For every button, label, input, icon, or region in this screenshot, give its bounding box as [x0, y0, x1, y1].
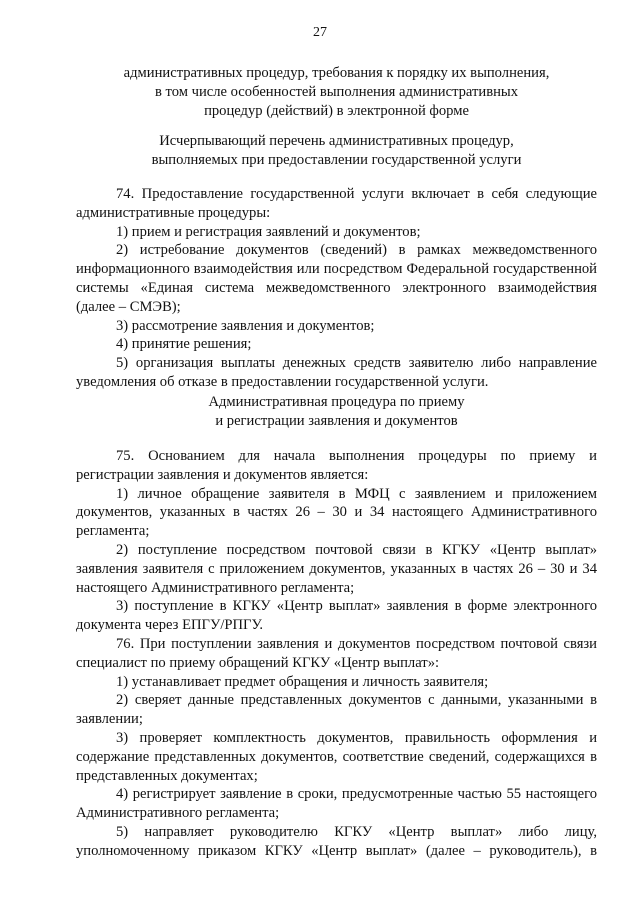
section-75-76 — [76, 447, 597, 861]
heading-line: Административная процедура по приему — [208, 394, 465, 410]
paragraph-74: 74. Предоставление государственной услуги включает в себя следующие административные процедуры: — [76, 186, 597, 221]
list-item: 2) истребование документов (сведений) в рамках межведомственного информационного взаимодействия или посредством Федеральной государственной системы «Единая система межведомственного электронного взаимодействия (далее – СМЭВ); — [76, 242, 597, 315]
list-item: 5) направляет руководителю КГКУ «Центр выплат» либо лицу, уполномоченному приказом КГКУ «Центр выплат» (далее – руководитель), в — [76, 823, 597, 859]
paragraph-75: 75. Основанием для начала выполнения процедуры по приему и регистрации заявления и документов является: — [76, 448, 597, 483]
heading-line: в том числе особенностей выполнения административных — [154, 83, 519, 100]
list-item: 3) рассмотрение заявления и документов; — [116, 317, 375, 334]
list-item: 3) поступление в КГКУ «Центр выплат» заявления в форме электронного документа через ЕПГУ/РПГУ. — [76, 598, 597, 634]
heading-line: и регистрации заявления и документов — [215, 412, 458, 429]
heading-reception-procedure — [76, 393, 597, 431]
section-74 — [76, 185, 597, 392]
list-item: 4) регистрирует заявление в сроки, предусмотренные частью 55 настоящего Административного регламента; — [76, 786, 597, 822]
heading-line: процедур (действий) в электронной форме — [204, 102, 469, 119]
list-item: 1) личное обращение заявителя в МФЦ с заявлением и приложением документов, указанных в частях 26 – 30 и 34 настоящего Административного регламента; — [76, 485, 597, 540]
list-item: 1) прием и регистрация заявлений и документов; — [116, 223, 421, 240]
list-item: 2) сверяет данные представленных документов с данными, указанными в заявлении; — [76, 692, 597, 728]
heading-exhaustive-list — [76, 132, 597, 170]
list-item: 3) проверяет комплектность документов, правильность оформления и содержание представленных документов, соответствие сведений, содержащихся в представленных документах; — [76, 729, 597, 784]
list-item: 5) организация выплаты денежных средств заявителю либо направление уведомления об отказе в предоставлении государственной услуги. — [76, 355, 597, 390]
heading-line: Исчерпывающий перечень административных процедур, — [159, 133, 514, 149]
heading-line: административных процедур, требования к порядку их выполнения, — [123, 65, 550, 81]
heading-procedures-requirements — [76, 64, 597, 120]
list-item: 4) принятие решения; — [116, 336, 252, 353]
paragraph-76: 76. При поступлении заявления и документов посредством почтовой связи специалист по приему обращений КГКУ «Центр выплат»: — [76, 635, 597, 671]
list-item: 2) поступление посредством почтовой связи в КГКУ «Центр выплат» заявления заявителя с приложением документов, указанных в частях 26 – 30 и 34 настоящего Административного регламента; — [76, 541, 597, 596]
list-item: 1) устанавливает предмет обращения и личность заявителя; — [116, 673, 489, 690]
heading-line: выполняемых при предоставлении государственной услуги — [151, 151, 522, 168]
page-number: 27 — [313, 25, 327, 40]
